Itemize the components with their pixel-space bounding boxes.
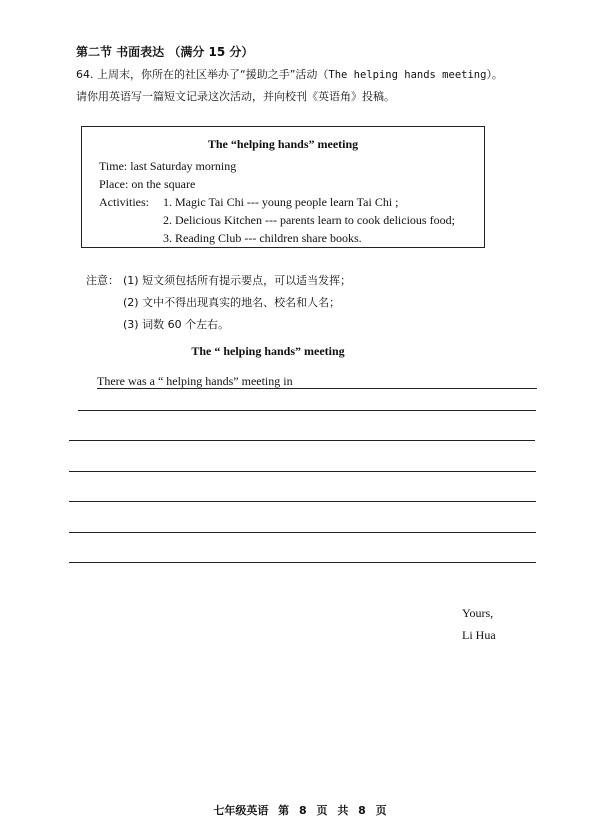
info-place: Place: on the square	[99, 177, 196, 191]
info-activities-label: Activities:	[99, 195, 149, 209]
answer-line[interactable]	[69, 440, 535, 441]
notes-label: 注意：	[86, 274, 119, 287]
info-activity-1: 1. Magic Tai Chi --- young people learn Tai Chi ;	[163, 195, 399, 209]
info-activity-3: 3. Reading Club --- children share books.	[163, 231, 362, 245]
essay-starter-text: There was a “ helping hands” meeting in	[97, 374, 293, 388]
info-activity-2: 2. Delicious Kitchen --- parents learn to cook delicious food;	[163, 213, 455, 227]
info-box	[81, 126, 485, 248]
essay-starter-line[interactable]	[97, 374, 537, 389]
info-time: Time: last Saturday morning	[99, 159, 237, 173]
answer-line[interactable]	[69, 501, 536, 502]
question-prompt-line-1	[76, 66, 503, 82]
question-prompt-line-2: 请你用英语写一篇短文记录这次活动，并向校刊《英语角》投稿。	[76, 90, 395, 103]
note-item-3: (3) 词数 60 个左右。	[123, 318, 230, 331]
signoff-closing: Yours,	[462, 606, 494, 620]
answer-line[interactable]	[69, 471, 536, 472]
essay-title: The “ helping hands” meeting	[191, 344, 345, 358]
section-title: 第二节 书面表达 （满分 15 分）	[76, 45, 254, 59]
answer-line[interactable]	[69, 562, 536, 563]
page-footer: 七年级英语 第 8 页 共 8 页	[213, 804, 387, 817]
note-item-1: (1) 短文须包括所有提示要点，可以适当发挥；	[123, 274, 352, 287]
signoff-name: Li Hua	[462, 628, 496, 642]
answer-line[interactable]	[69, 532, 536, 533]
prompt-text-a: 64. 上周末，你所在的社区举办了“援助之手”活动（	[76, 68, 329, 81]
note-item-2: (2) 文中不得出现真实的地名、校名和人名；	[123, 296, 341, 309]
prompt-english-title: The helping hands meeting	[328, 69, 487, 81]
info-box-title: The “helping hands” meeting	[207, 137, 359, 151]
answer-line[interactable]	[78, 410, 536, 411]
prompt-text-c: ）。	[486, 68, 503, 81]
